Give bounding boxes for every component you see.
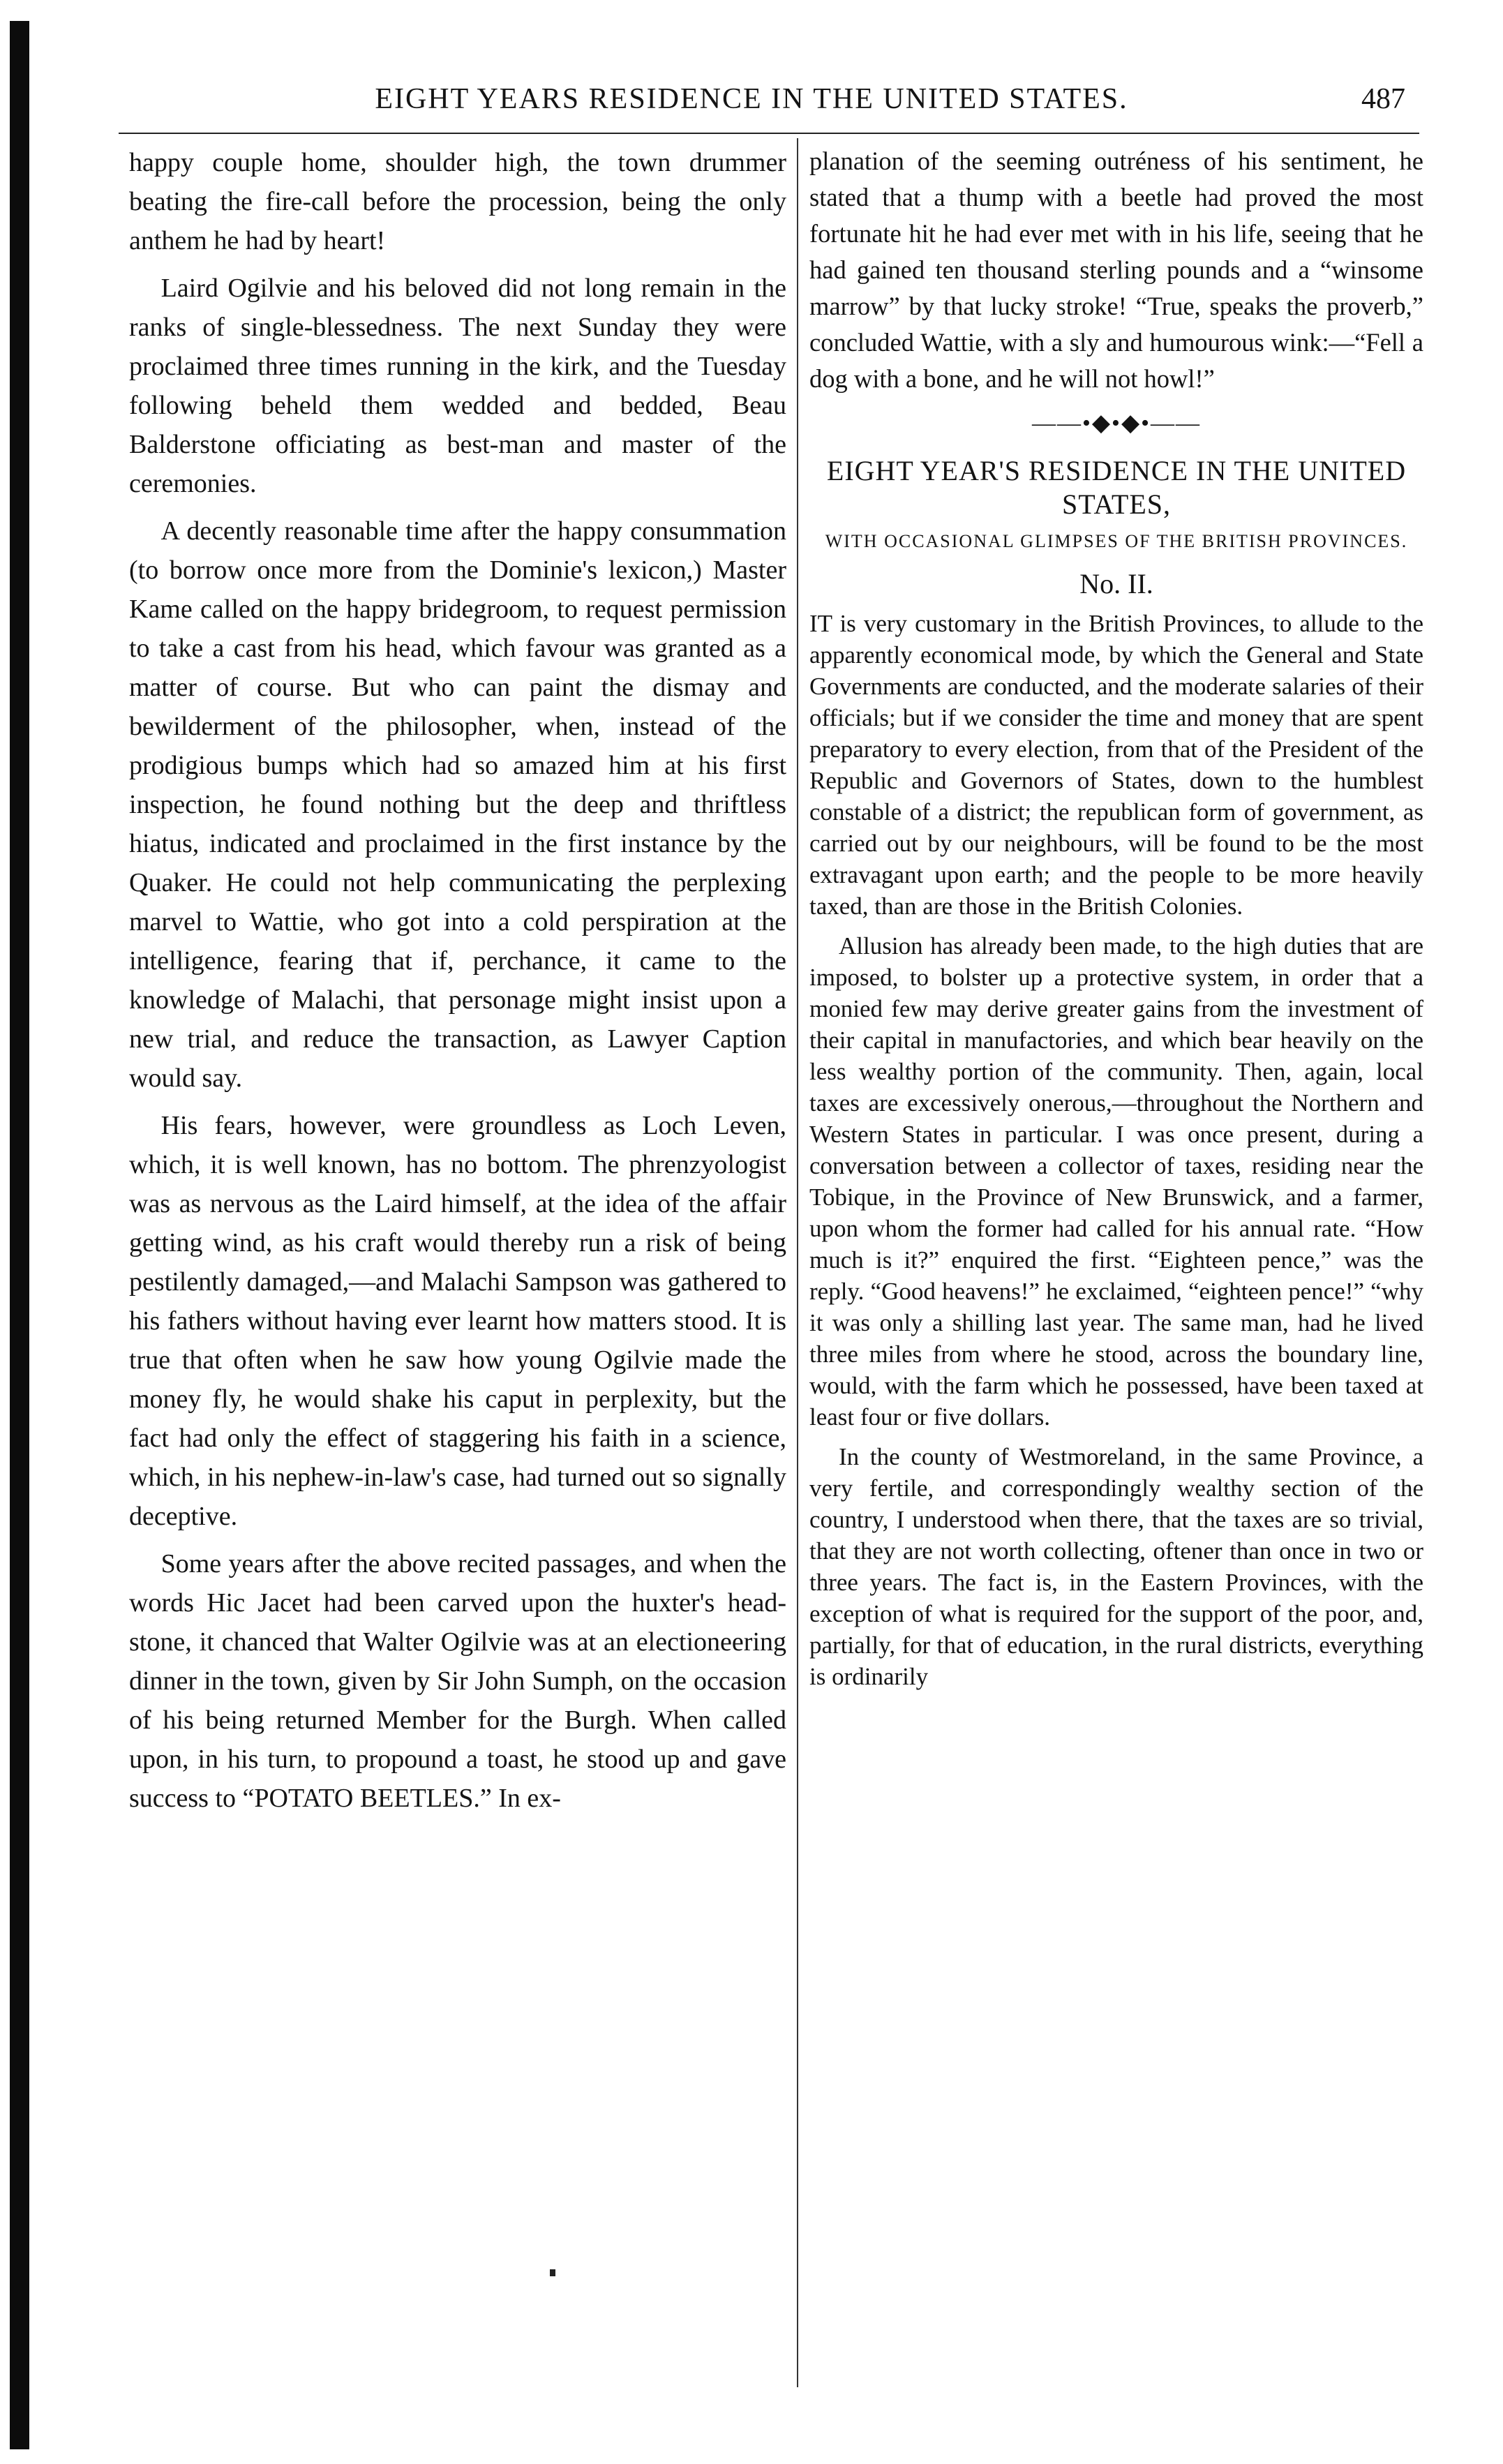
left-paragraph-5: Some years after the above recited passages, and when the words Hic Jacet had been carved upon the huxter's head-stone, it chanced that Walter Ogilvie was at an electioneering dinner in the town, given by Sir John Sumph, on the occasion of his being returned Member for the Burgh. When called upon, in his turn, to propound a toast, he stood up and gave success to “POTATO BEETLES.” In ex-	[129, 1549, 786, 1813]
left-paragraph-1: happy couple home, shoulder high, the town drummer beating the fire-call before the procession, being the only anthem he had by heart!	[129, 148, 786, 255]
header-rule	[119, 133, 1419, 134]
right-continuation: planation of the seeming outréness of his sentiment, he stated that a thump with a beetle had proved the most fortunate hit he had ever met with in his life, seeing that he had gained ten thousand sterling pounds and a “winsome marrow” by that lucky stroke! “True, speaks the proverb,” concluded Wattie, with a sly and humourous wink:—“Fell a dog with a bone, and he will not howl!”	[809, 147, 1423, 393]
left-paragraph-3: A decently reasonable time after the happy consummation (to borrow once more from the Dominie's lexicon,) Master Kame called on the happy bridegroom, to request permission to take a cast from his head, which favour was granted as a matter of course. But who can paint the dismay and bewilderment of the philosopher, when, instead of the prodigious bumps which had so amazed him at his first inspection, he found nothing but the deep and thriftless hiatus, indicated and proclaimed in the first instance by the Quaker. He could not help communicating the perplexing marvel to Wattie, who got into a cold perspiration at the intelligence, fearing that if, perchance, it came to the knowledge of Malachi, that personage might insist upon a new trial, and reduce the transaction, as Lawyer Caption would say.	[129, 516, 786, 1093]
running-title: EIGHT YEARS RESIDENCE IN THE UNITED STATES.	[375, 83, 1128, 115]
left-column	[129, 143, 786, 1826]
right-paragraph-2: Allusion has already been made, to the high duties that are imposed, to bolster up a protective system, in order that a monied few may derive greater gains from the investment of their capital in manufactories, and which bear heavily on the less wealthy portion of the community. Then, again, local taxes are excessively onerous,—throughout the Northern and Western States in particular. I was once present, during a conversation between a collector of taxes, residing near the Tobique, in the Province of New Brunswick, and a farmer, upon whom the former had called for his annual rate. “How much is it?” enquired the first. “Eighteen pence,” was the reply. “Good heavens!” he exclaimed, “eighteen pence!” “why it was only a shilling last year. The same man, had he lived three miles from where he stood, across the boundary line, would, with the farm which he possessed, have been taxed at least four or five dollars.	[809, 932, 1423, 1431]
article-title: EIGHT YEAR'S RESIDENCE IN THE UNITED STATES,	[826, 455, 1407, 520]
article-number: No. II.	[1079, 568, 1153, 599]
left-paragraph-2: Laird Ogilvie and his beloved did not long remain in the ranks of single-blessedness. The next Sunday they were proclaimed three times running in the kirk, and the Tuesday following beheld them wedded and bedded, Beau Balderstone officiating as best-man and master of the ceremonies.	[129, 274, 786, 498]
column-divider	[797, 138, 798, 2387]
page-number: 487	[1361, 83, 1405, 115]
article-subtitle: WITH OCCASIONAL GLIMPSES OF THE BRITISH PROVINCES.	[825, 531, 1408, 551]
section-ornament: ——•◆•◆•——	[1031, 410, 1201, 436]
ink-mark	[550, 2269, 555, 2276]
left-paragraph-4: His fears, however, were groundless as Loch Leven, which, it is well known, has no bottom. The phrenzyologist was as nervous as the Laird himself, at the idea of the affair getting wind, as his craft would thereby run a risk of being pestilently damaged,—and Malachi Sampson was gathered to his fathers without having ever learnt how matters stood. It is true that often when he saw how young Ogilvie made the money fly, he would shake his caput in perplexity, but the fact had only the effect of staggering his faith in a science, which, in his nephew-in-law's case, had turned out so signally deceptive.	[129, 1111, 786, 1531]
right-paragraph-3: In the county of Westmoreland, in the same Province, a very fertile, and correspondingly wealthy section of the country, I understood when there, that the taxes are so trivial, that they are not worth collecting, oftener than once in two or three years. The fact is, in the Eastern Provinces, with the exception of what is required for the support of the poor, and, partially, for that of education, in the rural districts, everything is ordinarily	[809, 1443, 1423, 1690]
book-spine-edge	[10, 21, 29, 2449]
right-column	[809, 143, 1423, 1701]
running-head	[98, 82, 1405, 131]
right-paragraph-1: IT is very customary in the British Provinces, to allude to the apparently economical mode, by which the General and State Governments are conducted, and the moderate salaries of their officials; but if we consider the time and money that are spent preparatory to every election, from that of the President of the Republic and Governors of States, down to the humblest constable of a district; the republican form of government, as carried out by our neighbours, will be found to be the most extravagant upon earth; and the people to be more heavily taxed, than are those in the British Colonies.	[809, 610, 1423, 920]
